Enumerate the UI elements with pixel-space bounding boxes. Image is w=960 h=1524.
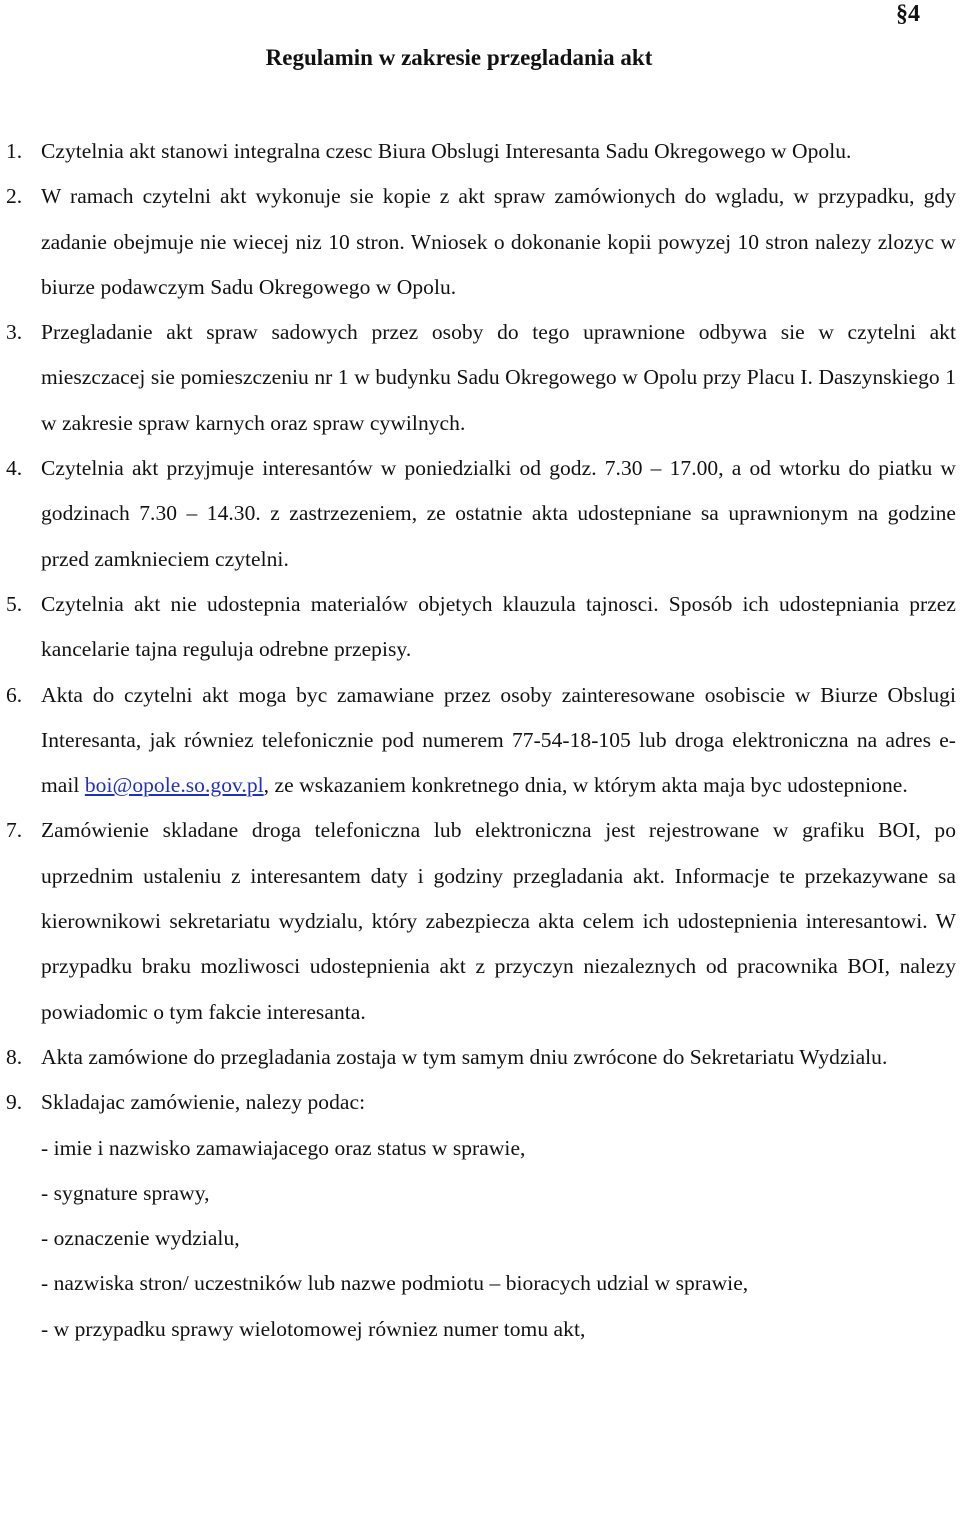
item-text-after-email: , ze wskazaniem konkretnego dnia, w którym akta maja byc udostepnione.: [263, 773, 908, 798]
item-text: [41, 673, 956, 809]
list-item-5: [0, 582, 960, 673]
item-text: Czytelnia akt przyjmuje interesantów w poniedzialki od godz. 7.30 – 17.00, a od wtorku do piatku w godzinach 7.30 – 14.30. z zastrzezeniem, ze ostatnie akta udostepniane sa uprawnionym na godzine przed zamknieciem czytelni.: [41, 456, 956, 571]
item-number: 5.: [6, 591, 23, 616]
item-text: Przegladanie akt spraw sadowych przez osoby do tego uprawnione odbywa sie w czytelni akt mieszczacej sie pomieszczeniu nr 1 w budynku Sadu Okregowego w Opolu przy Placu I. Daszynskiego 1 w zakresie spraw karnych oraz spraw cywilnych.: [41, 320, 956, 435]
required-field: - oznaczenie wydzialu,: [41, 1226, 240, 1251]
list-item-6: [0, 673, 960, 809]
item-number: 8.: [6, 1044, 23, 1069]
list-item-1: [0, 129, 960, 174]
item-number: 4.: [6, 456, 23, 481]
item-text: Czytelnia akt stanowi integralna czesc Biura Obslugi Interesanta Sadu Okregowego w Opolu.: [41, 139, 852, 163]
item-number: 1.: [6, 139, 23, 163]
item-text: W ramach czytelni akt wykonuje sie kopie z akt spraw zamówionych do wgladu, w przypadku, gdy zadanie obejmuje nie wiecej niz 10 stron. Wniosek o dokonanie kopii powyzej 10 stron nalezy zlozyc w biurze podawczym Sadu Okregowego w Opolu.: [41, 184, 956, 299]
item-text: Zamówienie skladane droga telefoniczna lub elektroniczna jest rejestrowane w grafiku BOI, po uprzednim ustaleniu z interesantem daty i godziny przegladania akt. Informacje te przekazywane sa kierownikowi sekretariatu wydzialu, który zabezpiecza akta celem ich udostepnienia interesantowi. W przypadku braku mozliwosci udostepnienia akt z przyczyn niezaleznych od pracownika BOI, nalezy powiadomic o tym fakcie interesanta.: [41, 818, 956, 1024]
list-item-9: [0, 1080, 960, 1352]
required-fields-list: [41, 1126, 956, 1352]
item-text: Czytelnia akt nie udostepnia materialów objetych klauzula tajnosci. Sposób ich udostepniania przez kancelarie tajna reguluja odrebne przepisy.: [41, 591, 956, 662]
item-text: Akta zamówione do przegladania zostaja w tym samym dniu zwrócone do Sekretariatu Wydzialu.: [41, 1044, 888, 1069]
item-number: 6.: [6, 682, 23, 707]
list-item-8: [0, 1035, 960, 1080]
item-text-before-email: Akta do czytelni akt moga byc zamawiane przez osoby zainteresowane osobiscie w Biurze Obslugi Interesanta, jak równiez telefonicznie pod numerem 77-54-18-105 lub droga elektroniczna na adres e-mail: [41, 682, 956, 798]
list-item-7: [0, 808, 960, 1034]
email-link[interactable]: boi@opole.so.gov.pl: [84, 773, 264, 798]
item-number: 9.: [6, 1090, 23, 1115]
required-field: - w przypadku sprawy wielotomowej równiez numer tomu akt,: [41, 1316, 586, 1341]
item-number: 7.: [6, 818, 23, 843]
required-field: - imie i nazwisko zamawiajacego oraz status w sprawie,: [41, 1135, 526, 1160]
regulation-list: [0, 129, 960, 1352]
item-number: 2.: [6, 184, 23, 209]
required-field: - sygnature sprawy,: [41, 1180, 210, 1205]
list-item-4: [0, 446, 960, 582]
item-text: Skladajac zamówienie, nalezy podac:: [41, 1090, 366, 1115]
list-item-3: [0, 310, 960, 446]
required-field: - nazwiska stron/ uczestników lub nazwe podmiotu – bioracych udzial w sprawie,: [41, 1271, 749, 1296]
document-title: Regulamin w zakresie przegladania akt: [265, 45, 653, 70]
section-number: §4: [896, 1, 920, 27]
item-number: 3.: [6, 320, 23, 345]
list-item-2: [0, 174, 960, 310]
